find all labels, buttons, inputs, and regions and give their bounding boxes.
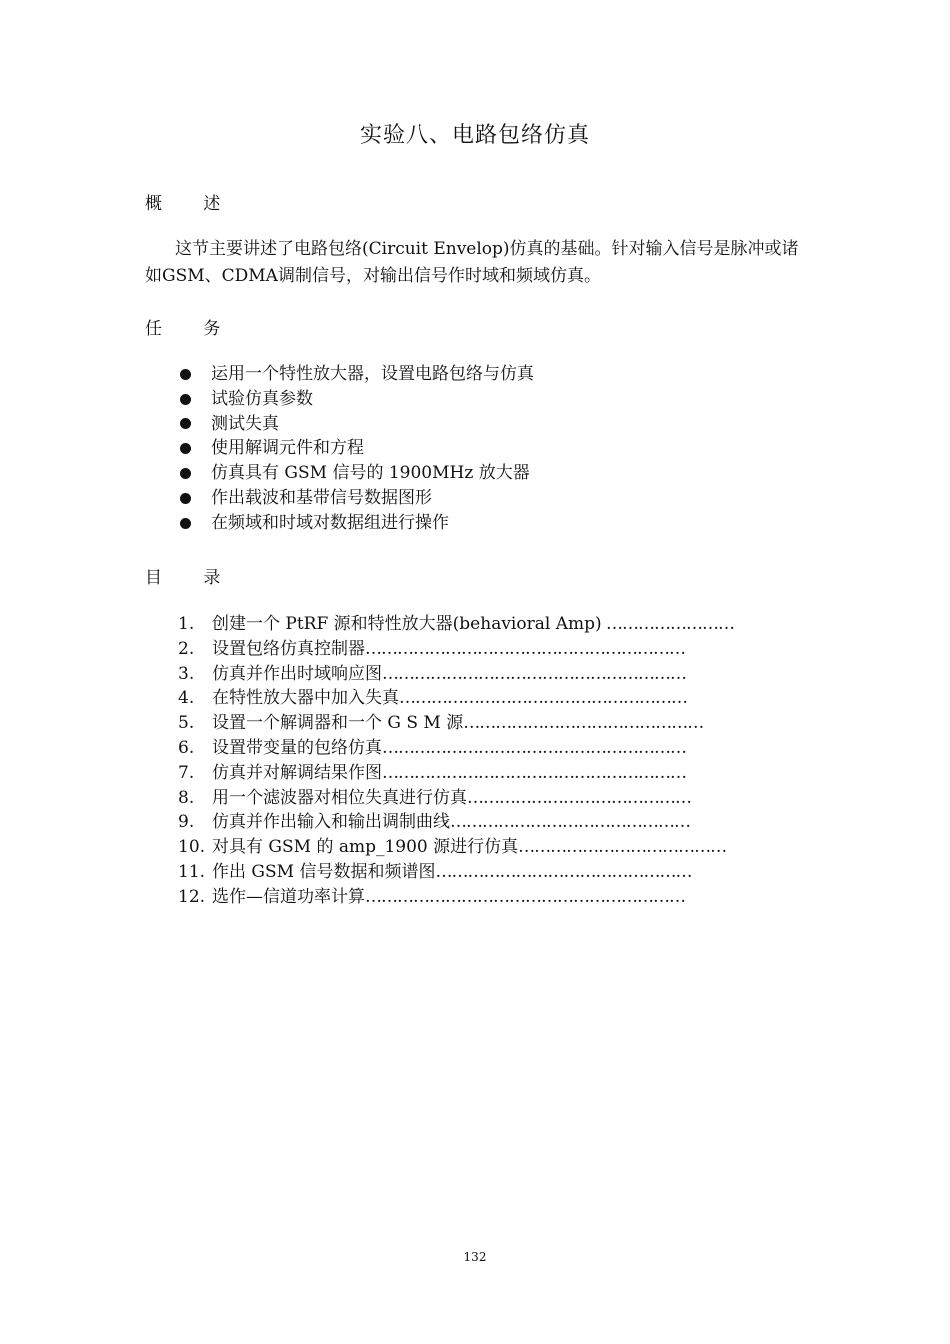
toc-number: 5. bbox=[178, 713, 195, 734]
tasks-heading: 任 务 bbox=[145, 319, 239, 339]
toc-leader: …………………… bbox=[601, 614, 735, 634]
toc-leader: …………………………………… bbox=[467, 787, 691, 808]
task-text: 试验仿真参数 bbox=[211, 388, 313, 409]
task-text: 作出载波和基带信号数据图形 bbox=[211, 487, 432, 508]
toc-leader: ………………………………… bbox=[518, 837, 727, 858]
toc-number: 7. bbox=[178, 762, 195, 783]
bullet-icon bbox=[180, 518, 191, 529]
task-item bbox=[178, 412, 534, 437]
toc-entry bbox=[178, 860, 734, 885]
toc-entry bbox=[178, 835, 734, 860]
toc-leader: ……………………………………… bbox=[463, 713, 704, 734]
toc-number: 12. bbox=[178, 886, 206, 907]
toc-number: 3. bbox=[178, 663, 195, 684]
toc-number: 9. bbox=[178, 812, 195, 833]
toc-entry bbox=[178, 736, 734, 761]
toc-entry bbox=[178, 711, 734, 736]
toc-number: 2. bbox=[178, 638, 195, 659]
overview-heading: 概 述 bbox=[145, 194, 239, 214]
task-text: 在频域和时域对数据组进行操作 bbox=[211, 512, 449, 533]
bullet-icon bbox=[180, 369, 191, 380]
toc-leader: …………………………………………………… bbox=[365, 886, 685, 907]
toc-text: 对具有 GSM 的 amp_1900 源进行仿真 bbox=[212, 837, 519, 858]
task-text: 使用解调元件和方程 bbox=[211, 438, 364, 459]
toc-entry bbox=[178, 662, 734, 687]
toc-text: 创建一个 PtRF 源和特性放大器(behavioral Amp) bbox=[212, 614, 602, 634]
task-item bbox=[178, 387, 534, 412]
table-of-contents bbox=[178, 612, 734, 910]
task-text: 仿真具有 GSM 信号的 1900MHz 放大器 bbox=[211, 463, 530, 484]
toc-entry bbox=[178, 786, 734, 811]
task-item bbox=[178, 436, 534, 461]
toc-text: 仿真并对解调结果作图 bbox=[212, 762, 382, 783]
toc-number: 1. bbox=[178, 614, 195, 634]
toc-text: 作出 GSM 信号数据和频谱图 bbox=[212, 861, 436, 882]
toc-entry bbox=[178, 637, 734, 662]
bullet-icon bbox=[180, 468, 191, 479]
bullet-icon bbox=[180, 493, 191, 504]
task-text: 运用一个特性放大器，设置电路包络与仿真 bbox=[211, 364, 534, 384]
toc-leader: ………………………………………………… bbox=[382, 737, 686, 758]
toc-leader: ………………………………………………… bbox=[382, 762, 686, 783]
toc-number: 6. bbox=[178, 737, 195, 758]
toc-text: 仿真并作出输入和输出调制曲线 bbox=[212, 812, 450, 833]
task-item bbox=[178, 362, 534, 387]
toc-entry bbox=[178, 686, 734, 711]
toc-text: 用一个滤波器对相位失真进行仿真 bbox=[212, 787, 467, 808]
page-title: 实验八、电路包络仿真 bbox=[359, 123, 590, 148]
task-text: 测试失真 bbox=[211, 413, 279, 434]
toc-number: 4. bbox=[178, 688, 195, 709]
toc-leader: ……………………………………… bbox=[450, 812, 690, 833]
task-item bbox=[178, 461, 534, 486]
toc-number: 11. bbox=[178, 861, 206, 882]
toc-text: 设置带变量的包络仿真 bbox=[212, 737, 382, 758]
task-item bbox=[178, 486, 534, 511]
toc-entry bbox=[178, 810, 734, 835]
toc-leader: ………………………………………… bbox=[435, 861, 692, 882]
toc-text: 选作—信道功率计算 bbox=[212, 886, 365, 907]
toc-text: 仿真并作出时域响应图 bbox=[212, 663, 382, 684]
toc-number: 10. bbox=[178, 837, 206, 858]
toc-heading: 目 录 bbox=[145, 568, 239, 588]
toc-leader: ……………………………………………… bbox=[399, 688, 687, 709]
toc-leader: …………………………………………………… bbox=[365, 638, 685, 659]
task-item bbox=[178, 511, 534, 536]
toc-text: 设置包络仿真控制器 bbox=[212, 638, 365, 659]
bullet-icon bbox=[180, 418, 191, 429]
page-number: 132 bbox=[463, 1250, 487, 1264]
task-list bbox=[178, 362, 534, 536]
toc-number: 8. bbox=[178, 787, 195, 808]
toc-entry bbox=[178, 885, 734, 910]
toc-entry bbox=[178, 612, 734, 637]
bullet-icon bbox=[180, 443, 191, 454]
toc-text: 在特性放大器中加入失真 bbox=[212, 688, 399, 709]
toc-leader: ………………………………………………… bbox=[382, 663, 686, 684]
overview-paragraph bbox=[145, 236, 815, 290]
bullet-icon bbox=[180, 394, 191, 405]
overview-text: 这节主要讲述了电路包络(Circuit Envelop)仿真的基础。针对输入信号是脉冲或诸如GSM、CDMA调制信号，对输出信号作时域和频域仿真。 bbox=[145, 239, 799, 286]
toc-entry bbox=[178, 761, 734, 786]
toc-text: 设置一个解调器和一个 G S M 源 bbox=[212, 713, 464, 734]
